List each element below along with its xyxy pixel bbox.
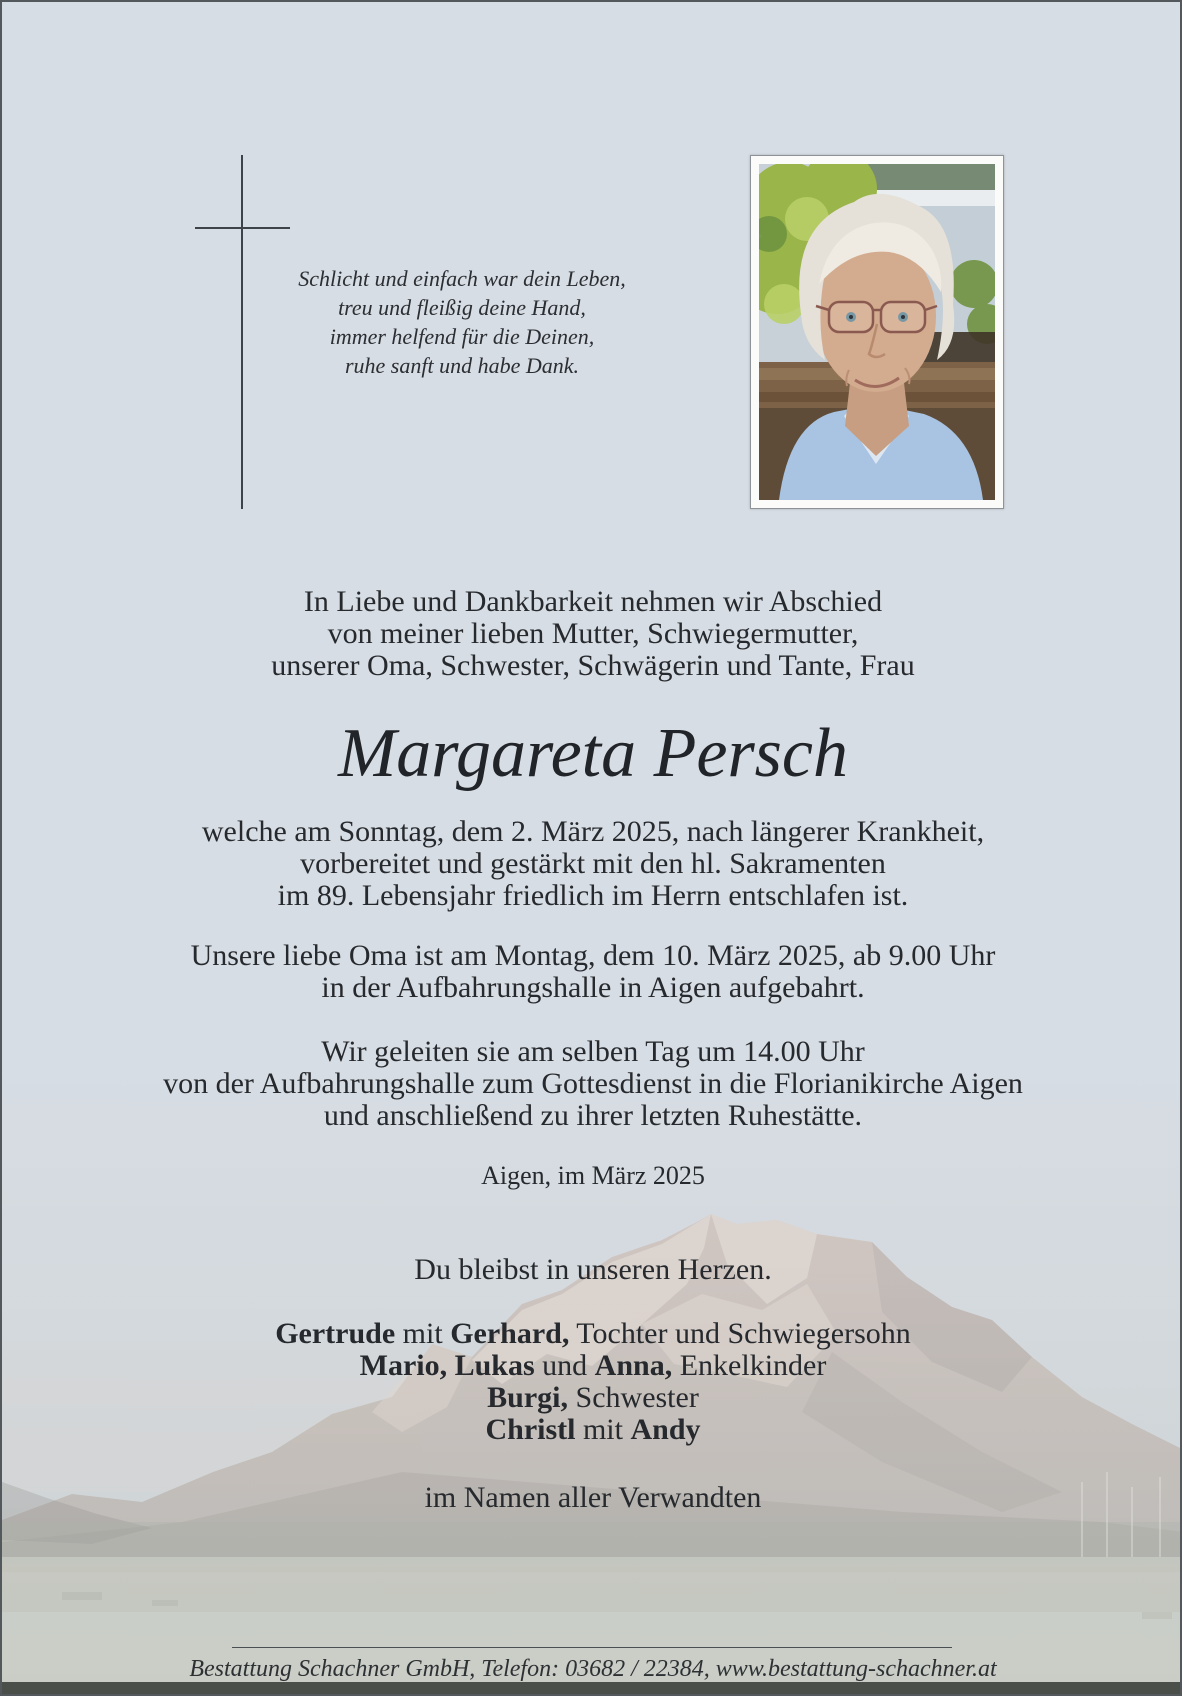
portrait-photo: [750, 155, 1004, 509]
deceased-name: Margareta Persch: [338, 715, 848, 792]
death-notice-line: welche am Sonntag, dem 2. März 2025, nach längerer Krankheit,: [201, 815, 985, 848]
death-notice: [2, 816, 1182, 912]
mourner-name: Anna,: [594, 1349, 673, 1382]
poem-line: treu und fleißig deine Hand,: [338, 295, 586, 320]
laying-out-line: Unsere liebe Oma ist am Montag, dem 10. März 2025, ab 9.00 Uhr: [190, 939, 996, 972]
mourner-name: Gerhard,: [450, 1317, 570, 1350]
closing-text: im Namen aller Verwandten: [424, 1481, 762, 1514]
farewell-text: Du bleibst in unseren Herzen.: [414, 1253, 772, 1286]
mourner-line: [2, 1350, 1182, 1382]
funeral-line: und anschließend zu ihrer letzten Ruhestätte.: [323, 1099, 863, 1132]
mourners-list: [2, 1318, 1182, 1446]
mourner-text: und: [534, 1349, 595, 1382]
mourner-name: Andy: [630, 1413, 701, 1446]
funeral-line: Wir geleiten sie am selben Tag um 14.00 Uhr: [321, 1035, 865, 1068]
funeral-line: von der Aufbahrungshalle zum Gottesdienst in die Florianikirche Aigen: [163, 1067, 1023, 1100]
condolence-poem: [172, 264, 752, 380]
poem-line: Schlicht und einfach war dein Leben,: [298, 266, 626, 291]
footer-divider: [232, 1647, 952, 1648]
mourner-text: mit: [575, 1413, 631, 1446]
intro-line: unserer Oma, Schwester, Schwägerin und Tante, Frau: [271, 649, 915, 682]
laying-out-line: in der Aufbahrungshalle in Aigen aufgebahrt.: [321, 971, 865, 1004]
memorial-cross-icon-bar: [195, 227, 290, 229]
mourner-name: Burgi,: [487, 1381, 569, 1414]
mourner-relation: Enkelkinder: [672, 1349, 827, 1382]
portrait-photo-of-elderly-woman-icon: [759, 164, 995, 500]
mourner-text: mit: [395, 1317, 451, 1350]
death-notice-line: vorbereitet und gestärkt mit den hl. Sakramenten: [300, 847, 886, 880]
funeral-notice: [2, 1036, 1182, 1132]
mourner-line: [2, 1414, 1182, 1446]
dateline: Aigen, im März 2025: [481, 1161, 705, 1190]
poem-line: ruhe sanft und habe Dank.: [344, 353, 580, 378]
mourner-line: [2, 1318, 1182, 1350]
intro-text: [2, 586, 1182, 682]
mourner-line: [2, 1382, 1182, 1414]
intro-line: von meiner lieben Mutter, Schwiegermutter,: [327, 617, 859, 650]
funeral-home-footer: Bestattung Schachner GmbH, Telefon: 03682 / 22384, www.bestattung-schachner.at: [189, 1656, 997, 1682]
laying-out-notice: [2, 940, 1182, 1004]
mourner-name: Gertrude: [275, 1317, 396, 1350]
mourner-relation: Tochter und Schwiegersohn: [569, 1317, 911, 1350]
mourner-relation: Schwester: [568, 1381, 699, 1414]
intro-line: In Liebe und Dankbarkeit nehmen wir Abschied: [303, 585, 883, 618]
mourner-name: Christl: [485, 1413, 576, 1446]
poem-line: immer helfend für die Deinen,: [329, 324, 595, 349]
mourner-name: Mario, Lukas: [359, 1349, 535, 1382]
death-notice-line: im 89. Lebensjahr friedlich im Herrn entschlafen ist.: [277, 879, 909, 912]
